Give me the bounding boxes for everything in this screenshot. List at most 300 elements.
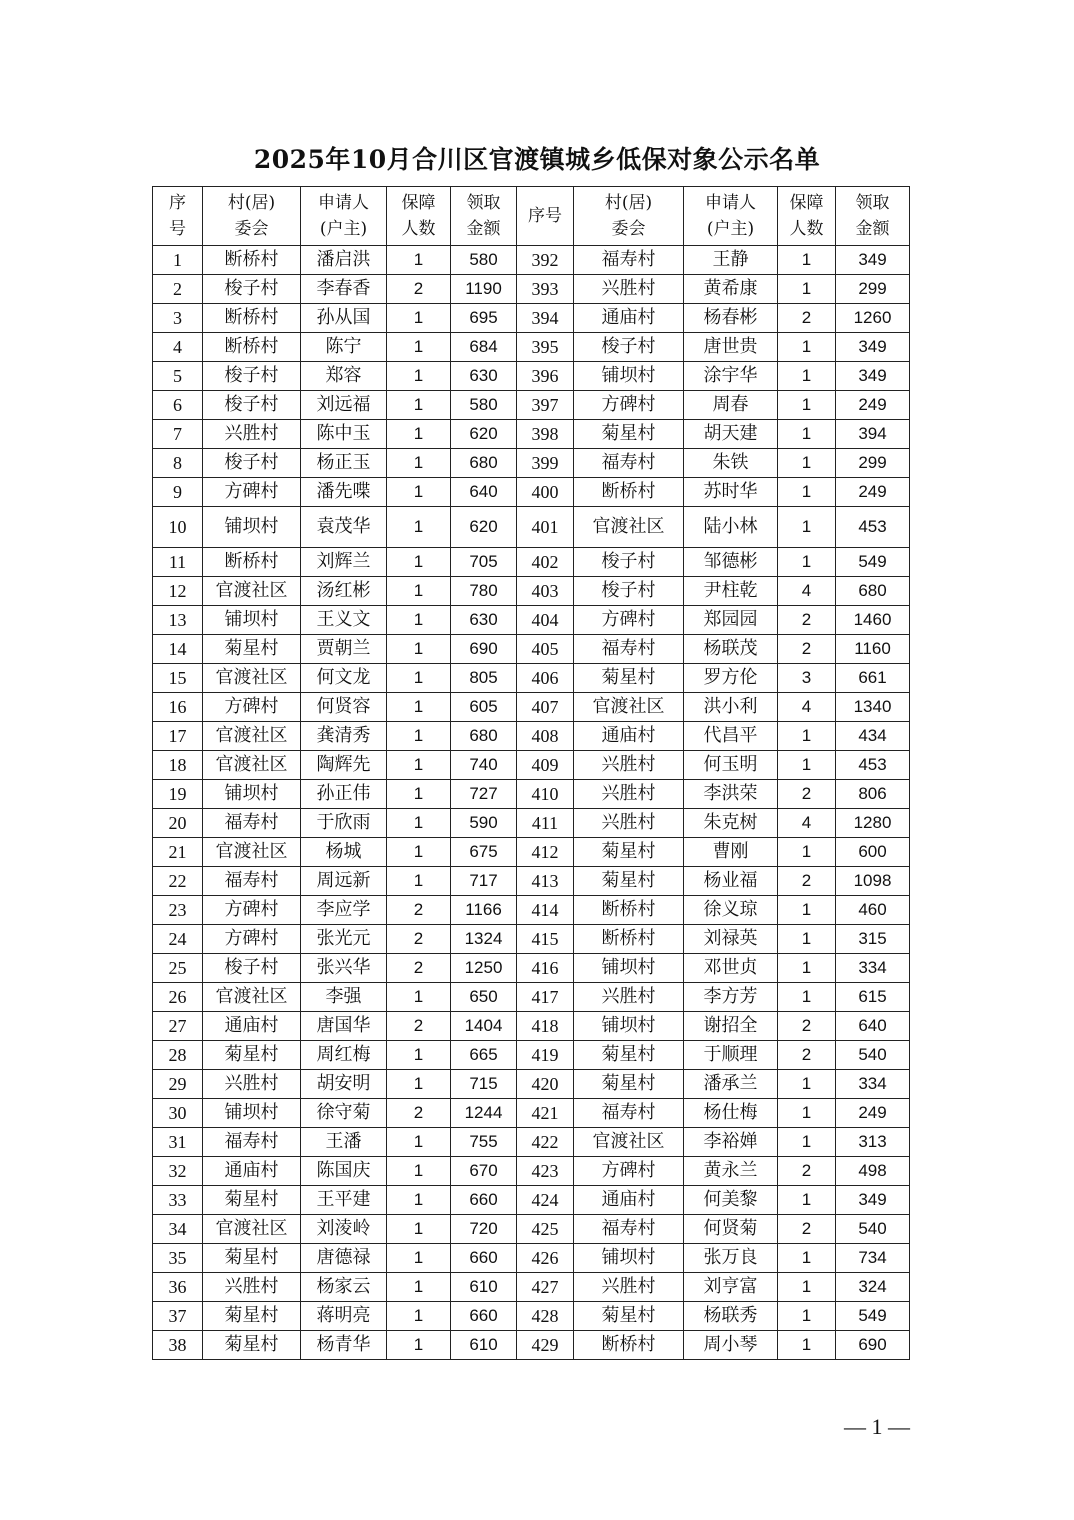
cell-applicant-2: 王静 xyxy=(684,246,778,275)
cell-village: 铺坝村 xyxy=(203,507,301,548)
cell-village-2: 断桥村 xyxy=(574,1331,684,1360)
cell-village-2: 福寿村 xyxy=(574,1215,684,1244)
header-line: 领取 xyxy=(855,193,890,213)
cell-village: 梭子村 xyxy=(203,954,301,983)
cell-seq-2: 403 xyxy=(517,577,574,606)
cell-village-2: 方碑村 xyxy=(574,1157,684,1186)
cell-seq-2: 423 xyxy=(517,1157,574,1186)
header-applicant-2 xyxy=(684,187,778,246)
table-row xyxy=(153,809,910,838)
header-line: 保障 xyxy=(789,193,824,213)
table-header-row xyxy=(153,187,910,246)
cell-people-2: 2 xyxy=(778,780,836,809)
cell-seq-2: 425 xyxy=(517,1215,574,1244)
cell-seq: 16 xyxy=(153,693,203,722)
cell-amount: 680 xyxy=(451,722,517,751)
cell-village: 方碑村 xyxy=(203,896,301,925)
cell-applicant: 刘辉兰 xyxy=(301,548,387,577)
cell-people: 1 xyxy=(387,751,451,780)
table-row xyxy=(153,722,910,751)
cell-village: 兴胜村 xyxy=(203,420,301,449)
cell-people-2: 1 xyxy=(778,333,836,362)
cell-people: 1 xyxy=(387,693,451,722)
table-row xyxy=(153,1099,910,1128)
cell-village-2: 兴胜村 xyxy=(574,751,684,780)
cell-applicant-2: 张万良 xyxy=(684,1244,778,1273)
cell-village: 福寿村 xyxy=(203,809,301,838)
header-line: 保障 xyxy=(401,193,436,213)
cell-people-2: 1 xyxy=(778,1302,836,1331)
cell-amount-2: 334 xyxy=(836,954,910,983)
cell-people: 1 xyxy=(387,867,451,896)
cell-amount: 590 xyxy=(451,809,517,838)
table-row xyxy=(153,478,910,507)
cell-village-2: 兴胜村 xyxy=(574,1273,684,1302)
header-line: 委会 xyxy=(611,219,646,239)
cell-applicant: 杨正玉 xyxy=(301,449,387,478)
table-row xyxy=(153,1041,910,1070)
cell-amount: 665 xyxy=(451,1041,517,1070)
table-row xyxy=(153,954,910,983)
cell-amount-2: 661 xyxy=(836,664,910,693)
table-row xyxy=(153,391,910,420)
cell-seq-2: 394 xyxy=(517,304,574,333)
cell-village: 菊星村 xyxy=(203,1331,301,1360)
cell-seq-2: 419 xyxy=(517,1041,574,1070)
cell-applicant: 何贤容 xyxy=(301,693,387,722)
cell-village: 梭子村 xyxy=(203,391,301,420)
cell-applicant-2: 刘禄英 xyxy=(684,925,778,954)
cell-seq-2: 427 xyxy=(517,1273,574,1302)
header-people xyxy=(387,187,451,246)
table-row xyxy=(153,606,910,635)
table-row xyxy=(153,333,910,362)
cell-village-2: 菊星村 xyxy=(574,867,684,896)
header-line: 人数 xyxy=(789,219,824,239)
cell-seq-2: 404 xyxy=(517,606,574,635)
cell-people-2: 1 xyxy=(778,1186,836,1215)
cell-applicant: 于欣雨 xyxy=(301,809,387,838)
cell-village-2: 福寿村 xyxy=(574,1099,684,1128)
cell-applicant-2: 李洪荣 xyxy=(684,780,778,809)
cell-village: 方碑村 xyxy=(203,478,301,507)
cell-applicant: 何文龙 xyxy=(301,664,387,693)
cell-seq-2: 393 xyxy=(517,275,574,304)
cell-applicant: 袁茂华 xyxy=(301,507,387,548)
header-line: 领取 xyxy=(466,193,501,213)
cell-amount: 695 xyxy=(451,304,517,333)
cell-applicant: 胡安明 xyxy=(301,1070,387,1099)
cell-seq: 6 xyxy=(153,391,203,420)
cell-applicant: 蒋明亮 xyxy=(301,1302,387,1331)
cell-people-2: 1 xyxy=(778,1070,836,1099)
cell-people-2: 1 xyxy=(778,983,836,1012)
table-row xyxy=(153,1244,910,1273)
cell-applicant-2: 邓世贞 xyxy=(684,954,778,983)
table-row xyxy=(153,1186,910,1215)
cell-amount-2: 299 xyxy=(836,449,910,478)
table-row xyxy=(153,635,910,664)
cell-amount: 580 xyxy=(451,391,517,420)
cell-seq: 5 xyxy=(153,362,203,391)
cell-applicant-2: 罗方伦 xyxy=(684,664,778,693)
cell-applicant-2: 周小琴 xyxy=(684,1331,778,1360)
table-row xyxy=(153,1128,910,1157)
header-seq xyxy=(153,187,203,246)
table-row xyxy=(153,1012,910,1041)
cell-applicant: 贾朝兰 xyxy=(301,635,387,664)
cell-village: 菊星村 xyxy=(203,1186,301,1215)
cell-people-2: 1 xyxy=(778,1244,836,1273)
cell-applicant-2: 徐义琼 xyxy=(684,896,778,925)
cell-seq-2: 417 xyxy=(517,983,574,1012)
cell-seq-2: 401 xyxy=(517,507,574,548)
cell-people: 1 xyxy=(387,1244,451,1273)
cell-applicant: 张兴华 xyxy=(301,954,387,983)
cell-amount-2: 680 xyxy=(836,577,910,606)
header-line: 村(居) xyxy=(227,193,276,213)
cell-applicant-2: 潘承兰 xyxy=(684,1070,778,1099)
cell-amount: 610 xyxy=(451,1331,517,1360)
cell-village: 官渡社区 xyxy=(203,722,301,751)
cell-applicant-2: 黄永兰 xyxy=(684,1157,778,1186)
cell-seq-2: 402 xyxy=(517,548,574,577)
cell-people-2: 1 xyxy=(778,838,836,867)
cell-village: 官渡社区 xyxy=(203,751,301,780)
cell-amount-2: 313 xyxy=(836,1128,910,1157)
cell-people-2: 1 xyxy=(778,925,836,954)
cell-amount: 680 xyxy=(451,449,517,478)
cell-seq-2: 406 xyxy=(517,664,574,693)
cell-applicant: 孙从国 xyxy=(301,304,387,333)
cell-applicant-2: 周春 xyxy=(684,391,778,420)
cell-applicant-2: 李方芳 xyxy=(684,983,778,1012)
cell-village-2: 菊星村 xyxy=(574,1041,684,1070)
cell-people: 1 xyxy=(387,1157,451,1186)
cell-people: 1 xyxy=(387,1215,451,1244)
cell-village-2: 兴胜村 xyxy=(574,983,684,1012)
header-line: 申请人 xyxy=(318,193,369,213)
table-row xyxy=(153,780,910,809)
header-line: 序号 xyxy=(528,206,562,226)
cell-people: 1 xyxy=(387,304,451,333)
cell-seq: 35 xyxy=(153,1244,203,1273)
header-village-2 xyxy=(574,187,684,246)
cell-amount: 670 xyxy=(451,1157,517,1186)
header-people-2 xyxy=(778,187,836,246)
cell-applicant: 刘远福 xyxy=(301,391,387,420)
cell-applicant: 周红梅 xyxy=(301,1041,387,1070)
table-row xyxy=(153,304,910,333)
cell-people: 1 xyxy=(387,722,451,751)
cell-applicant: 陈国庆 xyxy=(301,1157,387,1186)
cell-amount-2: 1160 xyxy=(836,635,910,664)
cell-people: 1 xyxy=(387,1070,451,1099)
cell-village: 兴胜村 xyxy=(203,1070,301,1099)
cell-amount: 675 xyxy=(451,838,517,867)
header-line: 委会 xyxy=(234,219,269,239)
cell-people: 1 xyxy=(387,548,451,577)
cell-seq-2: 422 xyxy=(517,1128,574,1157)
table-row xyxy=(153,548,910,577)
cell-village-2: 福寿村 xyxy=(574,449,684,478)
cell-seq-2: 426 xyxy=(517,1244,574,1273)
cell-seq: 20 xyxy=(153,809,203,838)
cell-amount: 1166 xyxy=(451,896,517,925)
cell-village: 断桥村 xyxy=(203,246,301,275)
cell-amount-2: 349 xyxy=(836,1186,910,1215)
table-row xyxy=(153,867,910,896)
cell-village-2: 福寿村 xyxy=(574,246,684,275)
cell-people-2: 2 xyxy=(778,635,836,664)
cell-amount: 660 xyxy=(451,1302,517,1331)
cell-applicant-2: 谢招全 xyxy=(684,1012,778,1041)
cell-people: 1 xyxy=(387,420,451,449)
table-row xyxy=(153,693,910,722)
cell-village-2: 断桥村 xyxy=(574,896,684,925)
cell-applicant-2: 邹德彬 xyxy=(684,548,778,577)
cell-seq: 4 xyxy=(153,333,203,362)
cell-applicant: 潘先喋 xyxy=(301,478,387,507)
cell-amount-2: 349 xyxy=(836,246,910,275)
cell-amount: 580 xyxy=(451,246,517,275)
cell-village-2: 断桥村 xyxy=(574,478,684,507)
table-row xyxy=(153,449,910,478)
cell-people: 1 xyxy=(387,1302,451,1331)
cell-applicant: 陈中玉 xyxy=(301,420,387,449)
cell-village: 官渡社区 xyxy=(203,838,301,867)
cell-applicant-2: 朱克树 xyxy=(684,809,778,838)
cell-seq: 17 xyxy=(153,722,203,751)
cell-people-2: 1 xyxy=(778,1331,836,1360)
cell-seq: 27 xyxy=(153,1012,203,1041)
cell-seq: 30 xyxy=(153,1099,203,1128)
cell-village-2: 铺坝村 xyxy=(574,1012,684,1041)
cell-village: 断桥村 xyxy=(203,548,301,577)
cell-seq-2: 414 xyxy=(517,896,574,925)
cell-village-2: 通庙村 xyxy=(574,1186,684,1215)
table-row xyxy=(153,1273,910,1302)
cell-seq: 2 xyxy=(153,275,203,304)
cell-applicant: 汤红彬 xyxy=(301,577,387,606)
cell-people-2: 2 xyxy=(778,1041,836,1070)
cell-people: 1 xyxy=(387,246,451,275)
cell-applicant-2: 何玉明 xyxy=(684,751,778,780)
cell-amount: 705 xyxy=(451,548,517,577)
header-line: 序 xyxy=(169,193,186,213)
cell-applicant: 陶辉先 xyxy=(301,751,387,780)
cell-village: 断桥村 xyxy=(203,333,301,362)
cell-amount: 740 xyxy=(451,751,517,780)
cell-people-2: 1 xyxy=(778,548,836,577)
table-row xyxy=(153,1215,910,1244)
cell-seq: 12 xyxy=(153,577,203,606)
cell-amount: 650 xyxy=(451,983,517,1012)
cell-amount: 1250 xyxy=(451,954,517,983)
cell-applicant: 杨家云 xyxy=(301,1273,387,1302)
cell-village-2: 官渡社区 xyxy=(574,1128,684,1157)
cell-village-2: 兴胜村 xyxy=(574,809,684,838)
cell-amount-2: 806 xyxy=(836,780,910,809)
cell-amount-2: 249 xyxy=(836,478,910,507)
cell-people-2: 2 xyxy=(778,304,836,333)
cell-amount-2: 1280 xyxy=(836,809,910,838)
table-row xyxy=(153,838,910,867)
table-row xyxy=(153,896,910,925)
cell-applicant-2: 杨联秀 xyxy=(684,1302,778,1331)
table-row xyxy=(153,577,910,606)
cell-people-2: 1 xyxy=(778,896,836,925)
cell-village-2: 官渡社区 xyxy=(574,693,684,722)
cell-village: 兴胜村 xyxy=(203,1273,301,1302)
cell-seq-2: 412 xyxy=(517,838,574,867)
cell-village: 铺坝村 xyxy=(203,1099,301,1128)
cell-village: 福寿村 xyxy=(203,1128,301,1157)
header-line: (户主) xyxy=(319,219,368,239)
cell-applicant-2: 涂宇华 xyxy=(684,362,778,391)
cell-village: 菊星村 xyxy=(203,1041,301,1070)
cell-village: 菊星村 xyxy=(203,1302,301,1331)
cell-seq: 29 xyxy=(153,1070,203,1099)
cell-village-2: 官渡社区 xyxy=(574,507,684,548)
table-row xyxy=(153,983,910,1012)
cell-seq-2: 424 xyxy=(517,1186,574,1215)
cell-applicant-2: 郑园园 xyxy=(684,606,778,635)
cell-applicant: 杨青华 xyxy=(301,1331,387,1360)
cell-people: 1 xyxy=(387,1041,451,1070)
cell-amount: 605 xyxy=(451,693,517,722)
cell-seq: 19 xyxy=(153,780,203,809)
cell-applicant: 郑容 xyxy=(301,362,387,391)
cell-people: 1 xyxy=(387,507,451,548)
header-line: 人数 xyxy=(401,219,436,239)
cell-amount: 755 xyxy=(451,1128,517,1157)
cell-applicant-2: 代昌平 xyxy=(684,722,778,751)
cell-amount: 805 xyxy=(451,664,517,693)
cell-applicant-2: 曹刚 xyxy=(684,838,778,867)
cell-amount-2: 1460 xyxy=(836,606,910,635)
cell-people-2: 1 xyxy=(778,362,836,391)
table-row xyxy=(153,507,910,548)
cell-applicant-2: 尹柱乾 xyxy=(684,577,778,606)
cell-amount-2: 460 xyxy=(836,896,910,925)
cell-people: 1 xyxy=(387,391,451,420)
cell-amount: 1404 xyxy=(451,1012,517,1041)
cell-amount: 660 xyxy=(451,1244,517,1273)
cell-people-2: 1 xyxy=(778,751,836,780)
cell-people: 1 xyxy=(387,1273,451,1302)
cell-people-2: 1 xyxy=(778,275,836,304)
cell-seq-2: 418 xyxy=(517,1012,574,1041)
cell-seq: 10 xyxy=(153,507,203,548)
cell-seq: 38 xyxy=(153,1331,203,1360)
cell-applicant: 龚清秀 xyxy=(301,722,387,751)
cell-seq-2: 395 xyxy=(517,333,574,362)
cell-village: 断桥村 xyxy=(203,304,301,333)
table-row xyxy=(153,1157,910,1186)
cell-amount: 630 xyxy=(451,362,517,391)
cell-people-2: 2 xyxy=(778,606,836,635)
cell-people-2: 2 xyxy=(778,1157,836,1186)
cell-amount: 684 xyxy=(451,333,517,362)
cell-seq-2: 409 xyxy=(517,751,574,780)
cell-applicant: 王平建 xyxy=(301,1186,387,1215)
cell-applicant: 唐国华 xyxy=(301,1012,387,1041)
cell-seq: 37 xyxy=(153,1302,203,1331)
cell-seq-2: 407 xyxy=(517,693,574,722)
cell-amount: 1244 xyxy=(451,1099,517,1128)
cell-seq-2: 408 xyxy=(517,722,574,751)
cell-people: 2 xyxy=(387,275,451,304)
roster-table xyxy=(152,186,910,1360)
cell-people: 1 xyxy=(387,1128,451,1157)
cell-people-2: 2 xyxy=(778,867,836,896)
cell-amount-2: 600 xyxy=(836,838,910,867)
cell-people-2: 4 xyxy=(778,693,836,722)
cell-amount-2: 324 xyxy=(836,1273,910,1302)
cell-seq-2: 428 xyxy=(517,1302,574,1331)
cell-amount: 620 xyxy=(451,507,517,548)
cell-seq: 36 xyxy=(153,1273,203,1302)
cell-amount-2: 349 xyxy=(836,333,910,362)
cell-applicant-2: 苏时华 xyxy=(684,478,778,507)
cell-amount-2: 249 xyxy=(836,1099,910,1128)
cell-amount-2: 1260 xyxy=(836,304,910,333)
cell-seq-2: 413 xyxy=(517,867,574,896)
cell-seq: 15 xyxy=(153,664,203,693)
cell-applicant: 刘淩岭 xyxy=(301,1215,387,1244)
cell-amount-2: 1340 xyxy=(836,693,910,722)
cell-people: 2 xyxy=(387,1099,451,1128)
cell-village-2: 铺坝村 xyxy=(574,362,684,391)
header-line: 申请人 xyxy=(705,193,756,213)
cell-village-2: 兴胜村 xyxy=(574,275,684,304)
cell-people-2: 2 xyxy=(778,1012,836,1041)
table-row xyxy=(153,420,910,449)
cell-seq: 9 xyxy=(153,478,203,507)
cell-amount-2: 690 xyxy=(836,1331,910,1360)
cell-amount-2: 1098 xyxy=(836,867,910,896)
cell-amount-2: 434 xyxy=(836,722,910,751)
cell-seq-2: 399 xyxy=(517,449,574,478)
table-row xyxy=(153,246,910,275)
cell-people-2: 1 xyxy=(778,722,836,751)
cell-village: 官渡社区 xyxy=(203,664,301,693)
cell-applicant-2: 杨春彬 xyxy=(684,304,778,333)
cell-people-2: 1 xyxy=(778,420,836,449)
cell-amount-2: 549 xyxy=(836,548,910,577)
header-line: 金额 xyxy=(855,219,890,239)
cell-seq: 21 xyxy=(153,838,203,867)
cell-people-2: 1 xyxy=(778,478,836,507)
cell-applicant-2: 杨仕梅 xyxy=(684,1099,778,1128)
cell-applicant: 王义文 xyxy=(301,606,387,635)
cell-amount: 690 xyxy=(451,635,517,664)
cell-seq: 28 xyxy=(153,1041,203,1070)
cell-applicant: 张光元 xyxy=(301,925,387,954)
cell-people-2: 1 xyxy=(778,449,836,478)
cell-applicant-2: 杨业福 xyxy=(684,867,778,896)
cell-people-2: 1 xyxy=(778,1099,836,1128)
cell-village: 方碑村 xyxy=(203,693,301,722)
cell-amount: 715 xyxy=(451,1070,517,1099)
cell-seq-2: 429 xyxy=(517,1331,574,1360)
cell-people: 2 xyxy=(387,925,451,954)
cell-village-2: 铺坝村 xyxy=(574,1244,684,1273)
header-line: 村(居) xyxy=(604,193,653,213)
cell-people: 1 xyxy=(387,333,451,362)
cell-village-2: 梭子村 xyxy=(574,548,684,577)
